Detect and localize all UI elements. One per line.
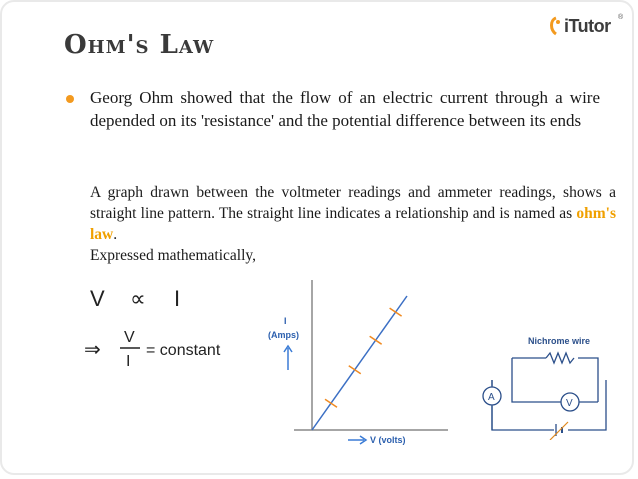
logo-registered-mark: ® — [618, 14, 624, 21]
ohms-law-formula — [84, 278, 264, 378]
rheostat-arrow-icon — [550, 422, 568, 440]
bullet-text: Georg Ohm showed that the flow of an electric current through a wire depended on its 'resistance' and the potential difference between its ends — [90, 88, 600, 130]
fraction-numerator: V — [124, 329, 135, 346]
expressed-mathematically: Expressed mathematically, — [90, 247, 256, 264]
fraction-denominator: I — [126, 353, 131, 370]
x-label-volts: V (volts) — [370, 435, 406, 445]
nichrome-wire-label: Nichrome wire — [528, 336, 591, 346]
tick-mark-1 — [325, 399, 337, 407]
vi-graph — [262, 270, 452, 450]
description-text: A graph drawn between the voltmeter readings and ammeter readings, shows a straight line pattern. The straight line indicates a relationship and is named as — [90, 184, 616, 222]
logo-text: iTutor — [564, 16, 611, 36]
logo-swirl-icon — [548, 16, 564, 36]
y-label-amps: (Amps) — [268, 330, 299, 340]
slide-title: Ohm's Law — [64, 30, 215, 60]
iv-line — [312, 296, 407, 430]
tick-mark-3 — [370, 336, 382, 344]
formula-proportional-symbol: ∝ — [130, 286, 146, 311]
tick-mark-4 — [390, 308, 402, 316]
ammeter-label: A — [488, 392, 495, 403]
tick-mark-2 — [349, 366, 361, 374]
ohms-law-highlight: ohm's law — [90, 205, 616, 243]
formula-i: I — [174, 286, 181, 311]
formula-v: V — [90, 286, 105, 311]
bullet-marker — [66, 95, 74, 103]
description-end: . — [113, 226, 118, 243]
formula-rhs: = constant — [146, 342, 221, 359]
voltmeter-label: V — [566, 398, 573, 409]
graph-description — [90, 182, 616, 245]
circuit-diagram — [478, 330, 628, 440]
itutor-logo — [548, 12, 630, 40]
y-label-i: I — [284, 316, 287, 326]
formula-implies-symbol: ⇒ — [84, 339, 101, 361]
circuit-wires — [492, 340, 606, 430]
